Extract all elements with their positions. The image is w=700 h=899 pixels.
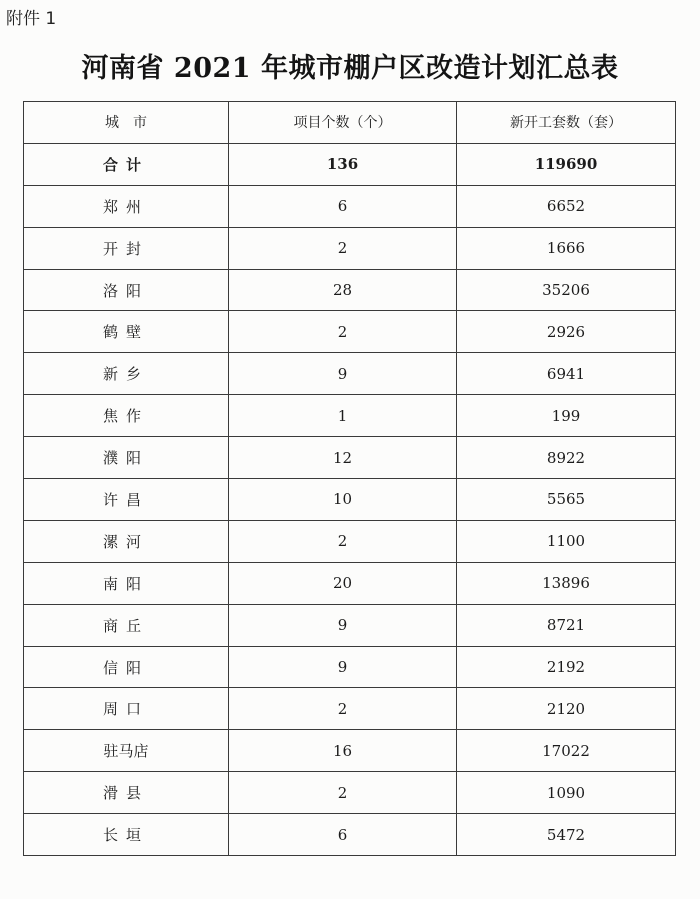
city-cell: 驻马店 (24, 730, 229, 772)
city-cell: 新乡 (24, 353, 229, 395)
table-row (24, 604, 676, 646)
city-cell: 郑州 (24, 185, 229, 227)
units-cell: 199 (457, 395, 676, 437)
column-header-city: 城 市 (24, 102, 229, 144)
city-cell: 南阳 (24, 562, 229, 604)
projects-cell: 6 (229, 814, 457, 856)
units-cell: 2926 (457, 311, 676, 353)
table-header-row (24, 102, 676, 144)
units-cell: 5565 (457, 479, 676, 521)
units-cell: 17022 (457, 730, 676, 772)
units-cell: 5472 (457, 814, 676, 856)
units-cell: 1090 (457, 772, 676, 814)
table-row (24, 227, 676, 269)
table-row (24, 562, 676, 604)
projects-cell: 6 (229, 185, 457, 227)
city-cell: 濮阳 (24, 437, 229, 479)
units-cell: 8721 (457, 604, 676, 646)
table-row (24, 269, 676, 311)
table-row (24, 772, 676, 814)
projects-cell: 16 (229, 730, 457, 772)
document-title: 河南省 2021 年城市棚户区改造计划汇总表 (81, 53, 619, 84)
units-cell: 2192 (457, 646, 676, 688)
table-row (24, 437, 676, 479)
city-cell: 开封 (24, 227, 229, 269)
total-label: 合计 (24, 143, 229, 185)
units-cell: 2120 (457, 688, 676, 730)
city-cell: 许昌 (24, 479, 229, 521)
projects-cell: 20 (229, 562, 457, 604)
city-cell: 焦作 (24, 395, 229, 437)
projects-cell: 2 (229, 311, 457, 353)
city-cell: 周口 (24, 688, 229, 730)
table-row (24, 311, 676, 353)
table-row (24, 646, 676, 688)
projects-cell: 2 (229, 227, 457, 269)
projects-cell: 28 (229, 269, 457, 311)
projects-cell: 1 (229, 395, 457, 437)
table-row (24, 185, 676, 227)
units-cell: 1100 (457, 520, 676, 562)
units-cell: 1666 (457, 227, 676, 269)
table-row (24, 520, 676, 562)
city-cell: 商丘 (24, 604, 229, 646)
table-row (24, 730, 676, 772)
total-units: 119690 (457, 143, 676, 185)
column-header-units: 新开工套数（套） (457, 102, 676, 144)
table-row (24, 479, 676, 521)
table-row (24, 353, 676, 395)
projects-cell: 2 (229, 688, 457, 730)
projects-cell: 9 (229, 353, 457, 395)
projects-cell: 12 (229, 437, 457, 479)
projects-cell: 9 (229, 604, 457, 646)
annex-label: 附件 1 (6, 9, 57, 29)
total-row (24, 143, 676, 185)
city-cell: 洛阳 (24, 269, 229, 311)
column-header-projects: 项目个数（个） (229, 102, 457, 144)
projects-cell: 2 (229, 520, 457, 562)
projects-cell: 2 (229, 772, 457, 814)
total-projects: 136 (229, 143, 457, 185)
city-cell: 长垣 (24, 814, 229, 856)
table-row (24, 688, 676, 730)
plan-summary-table (23, 101, 676, 856)
projects-cell: 10 (229, 479, 457, 521)
units-cell: 8922 (457, 437, 676, 479)
city-cell: 信阳 (24, 646, 229, 688)
units-cell: 35206 (457, 269, 676, 311)
city-cell: 滑县 (24, 772, 229, 814)
table-row (24, 395, 676, 437)
units-cell: 6941 (457, 353, 676, 395)
projects-cell: 9 (229, 646, 457, 688)
city-cell: 鹤壁 (24, 311, 229, 353)
units-cell: 6652 (457, 185, 676, 227)
city-cell: 漯河 (24, 520, 229, 562)
table-row (24, 814, 676, 856)
units-cell: 13896 (457, 562, 676, 604)
